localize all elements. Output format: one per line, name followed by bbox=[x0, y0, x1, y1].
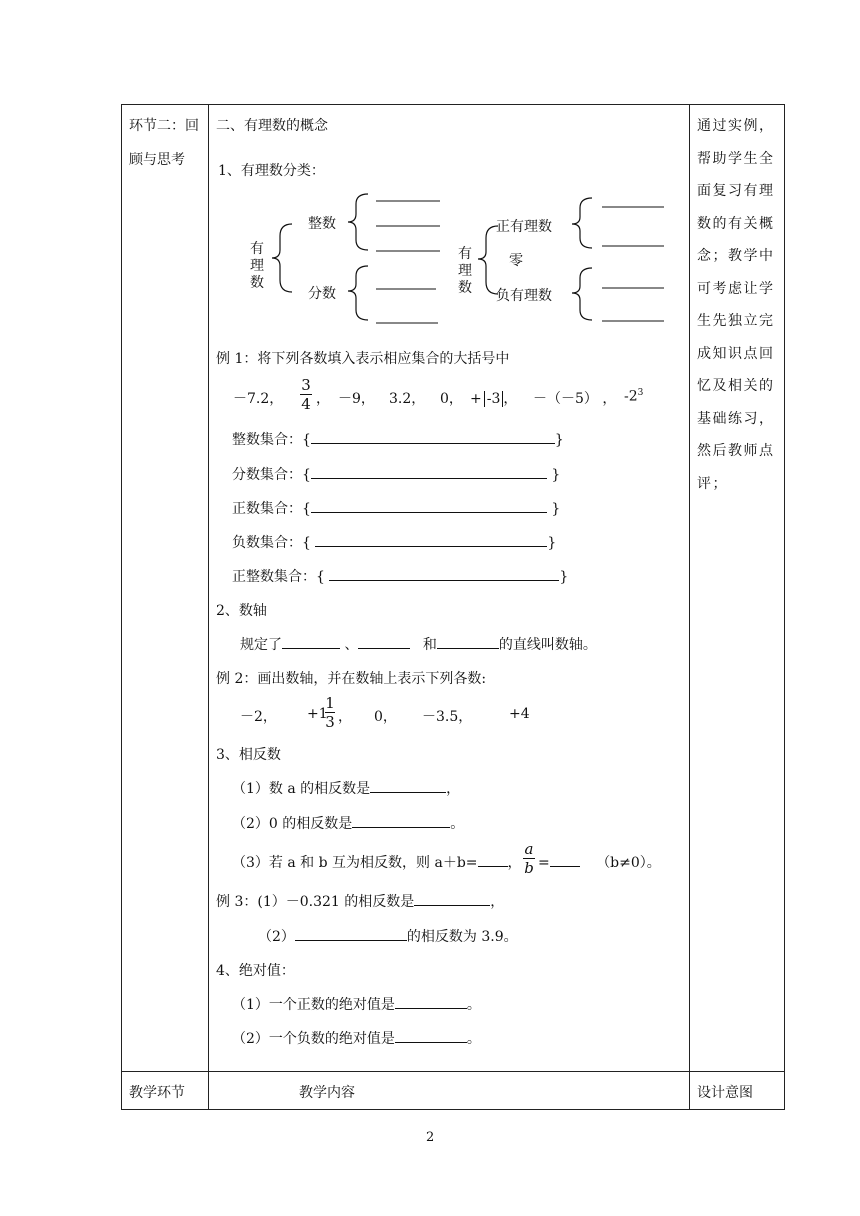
example3-blank-1 bbox=[414, 891, 490, 906]
class1-root-char2: 理 bbox=[250, 258, 264, 274]
ex2-mixed-whole: +1 bbox=[307, 706, 328, 722]
ex1-number-7: －（－5） ， bbox=[533, 391, 617, 407]
ex2-fraction bbox=[322, 694, 338, 731]
design-intent-line: 可考虑让学 bbox=[697, 280, 775, 297]
class2-zero-label: 零 bbox=[509, 253, 523, 269]
footer-stage: 教学环节 bbox=[129, 1085, 185, 1101]
class1-integer-label: 整数 bbox=[308, 216, 336, 232]
design-intent-line: 通过实例， bbox=[697, 118, 775, 134]
design-intent-line: 评； bbox=[697, 475, 728, 492]
classification-title: 1、有理数分类： bbox=[218, 163, 325, 179]
stage-label-line2: 顾与思考 bbox=[129, 152, 185, 168]
number-line-title: 2、数轴 bbox=[216, 603, 267, 619]
section-heading: 二、有理数的概念 bbox=[216, 118, 328, 134]
opposite-item-2: （2）0 的相反数是 。 bbox=[232, 813, 464, 833]
ex1-number-8: $-2^3$ bbox=[624, 388, 644, 405]
design-intent-line: 生先独立完 bbox=[697, 313, 775, 329]
ex1-number-1: －7.2， bbox=[233, 391, 284, 407]
ex2-number-5: +4 bbox=[509, 706, 530, 722]
opposite-item-1: （1）数 a 的相反数是 ， bbox=[232, 778, 460, 798]
absolute-item-2: （2）一个负数的绝对值是 。 bbox=[232, 1028, 481, 1048]
ex2-fraction-numerator: 1 bbox=[325, 694, 335, 712]
design-intent-line: 帮助学生全 bbox=[697, 150, 775, 167]
set-integer: 整数集合：{ } bbox=[232, 429, 564, 449]
design-intent-line: 然后教师点 bbox=[697, 443, 775, 459]
design-intent-line: 基础练习， bbox=[697, 410, 775, 427]
class2-root-char1: 有 bbox=[458, 246, 472, 262]
number-line-definition: 规定了 、 和 的直线叫数轴。 bbox=[240, 634, 597, 654]
set-integer-blank bbox=[311, 429, 555, 444]
blank-origin bbox=[282, 634, 340, 649]
opposite-item-3-blank-sum bbox=[478, 852, 508, 867]
set-negative: 负数集合：{ } bbox=[232, 532, 556, 552]
footer-content: 教学内容 bbox=[299, 1085, 355, 1101]
page-number: 2 bbox=[426, 1130, 435, 1145]
ex2-number-4: －3.5， bbox=[422, 709, 473, 725]
opposite-item-3: （3）若 a 和 b 互为相反数，则 a＋b= ， bbox=[232, 852, 522, 872]
ex2-fraction-comma: ， bbox=[338, 709, 352, 725]
ex1-fraction-comma: ， bbox=[316, 391, 330, 407]
set-positive-integer: 正整数集合：{ } bbox=[232, 566, 568, 586]
brace-negative bbox=[572, 268, 592, 320]
brace-root-1 bbox=[272, 224, 292, 292]
design-intent-line: 忆及相关的 bbox=[697, 378, 775, 394]
brace-integer bbox=[348, 194, 368, 250]
ex2-number-3: 0， bbox=[374, 709, 397, 725]
classification-braces bbox=[0, 0, 860, 400]
absolute-value-expression: -3 bbox=[484, 391, 504, 407]
footer-intent: 设计意图 bbox=[697, 1085, 753, 1101]
set-positive-blank bbox=[311, 498, 547, 513]
opposite-number-title: 3、相反数 bbox=[216, 747, 281, 763]
blank-direction bbox=[358, 634, 410, 649]
opposite-item-3-quotient: = （b≠0）。 bbox=[538, 852, 661, 872]
example1-title: 例 1：将下列各数填入表示相应集合的大括号中 bbox=[216, 351, 510, 367]
ex1-fraction-numerator: 3 bbox=[301, 376, 311, 394]
design-intent-line: 数的有关概 bbox=[697, 215, 775, 232]
opposite-item-2-blank bbox=[352, 813, 450, 828]
set-negative-blank bbox=[315, 532, 547, 547]
example2-title: 例 2：画出数轴，并在数轴上表示下列各数: bbox=[216, 671, 487, 687]
set-positive-integer-blank bbox=[329, 566, 559, 581]
blank-unit bbox=[437, 634, 499, 649]
brace-root-2 bbox=[478, 226, 498, 294]
ex2-fraction-denominator: 3 bbox=[325, 713, 335, 731]
opposite-item-3-fraction: a b bbox=[524, 840, 534, 877]
example3-line2: （2） 的相反数为 3.9。 bbox=[258, 926, 518, 946]
set-fraction: 分数集合：{ } bbox=[232, 464, 560, 484]
table-divider-footer bbox=[121, 1071, 785, 1072]
opposite-item-1-blank bbox=[370, 778, 446, 793]
class2-negative-label: 负有理数 bbox=[496, 288, 552, 304]
set-fraction-blank bbox=[311, 464, 547, 479]
design-intent-line: 成知识点回 bbox=[697, 345, 775, 362]
design-intent-line: 念；教学中 bbox=[697, 248, 775, 264]
set-positive: 正数集合：{ } bbox=[232, 498, 560, 518]
brace-positive bbox=[572, 198, 592, 248]
class1-root-char1: 有 bbox=[250, 241, 264, 257]
class1-root-char3: 数 bbox=[250, 275, 264, 291]
ex1-fraction bbox=[296, 376, 316, 413]
stage-label-line1: 环节二：回 bbox=[129, 118, 199, 134]
absolute-item-1: （1）一个正数的绝对值是 。 bbox=[232, 994, 481, 1014]
class2-root-char3: 数 bbox=[458, 280, 472, 296]
opposite-item-3-blank-quotient bbox=[550, 852, 580, 867]
ex1-number-6: + -3 ， bbox=[470, 391, 518, 407]
absolute-item-1-blank bbox=[395, 994, 467, 1009]
ex1-number-4: 3.2， bbox=[389, 391, 426, 407]
absolute-value-title: 4、绝对值： bbox=[216, 963, 295, 979]
class2-root-char2: 理 bbox=[458, 263, 472, 279]
example3-line1: 例 3：(1）－0.321 的相反数是 ， bbox=[216, 891, 504, 911]
ex1-number-5: 0， bbox=[440, 391, 463, 407]
class1-fraction-label: 分数 bbox=[308, 286, 336, 302]
design-intent-line: 面复习有理 bbox=[697, 183, 775, 199]
brace-fraction bbox=[348, 266, 368, 320]
example3-blank-2 bbox=[295, 926, 407, 941]
ex1-fraction-denominator: 4 bbox=[301, 395, 311, 413]
absolute-item-2-blank bbox=[395, 1028, 467, 1043]
ex2-number-1: －2， bbox=[240, 709, 277, 725]
table-border-bottom bbox=[121, 1109, 785, 1110]
ex1-number-3: －9， bbox=[338, 391, 375, 407]
class2-positive-label: 正有理数 bbox=[496, 219, 552, 235]
